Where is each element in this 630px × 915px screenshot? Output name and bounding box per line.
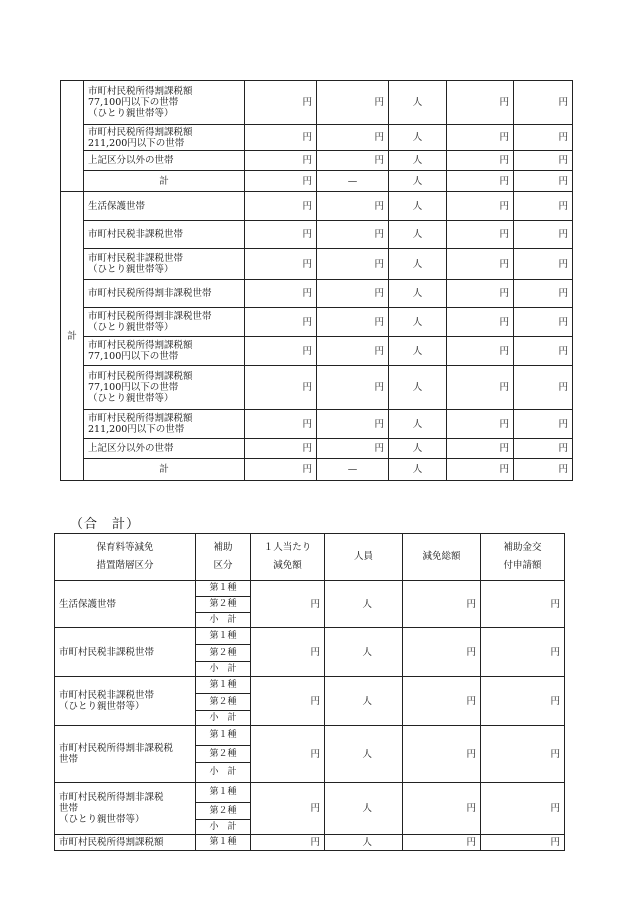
table-row <box>61 81 573 125</box>
monthly-amount: 円 <box>317 151 389 171</box>
people-count: 人 <box>389 308 447 337</box>
group-label: 生活保護世帯 <box>55 581 196 628</box>
table-row <box>61 221 573 249</box>
people-count: 人 <box>389 337 447 366</box>
total-row <box>61 171 573 192</box>
grant-amount: 円 <box>481 677 565 726</box>
monthly-amount: 円 <box>317 337 389 366</box>
monthly-amount: 円 <box>317 192 389 221</box>
subsidy-type-cell: 小 計 <box>196 613 251 628</box>
per-person-header <box>251 534 325 581</box>
people-count: 人 <box>325 628 403 677</box>
monthly-amount: 円 <box>317 81 389 125</box>
per-person-header-line2: 減免額 <box>273 560 302 571</box>
summary-row <box>55 581 565 597</box>
subsidy-type-header-line1: 補助 <box>213 542 233 553</box>
people-count: 人 <box>325 726 403 783</box>
monthly-amount: 円 <box>317 249 389 280</box>
people-count: 人 <box>389 366 447 410</box>
people-count: 人 <box>325 783 403 835</box>
row-label: 市町村民税所得割課税額 77,100円以下の世帯 （ひとり親世帯等） <box>84 366 245 410</box>
per-person-amount: 円 <box>245 171 317 192</box>
people-count: 人 <box>389 280 447 308</box>
subsidy-type-cell: 第１種 <box>196 835 251 851</box>
row-label: 上記区分以外の世帯 <box>84 439 245 459</box>
total-amount: 円 <box>447 125 514 151</box>
group-total-cell: 計 <box>61 192 84 481</box>
per-person-amount: 円 <box>251 677 325 726</box>
summary-row <box>55 628 565 645</box>
per-person-amount: 円 <box>245 125 317 151</box>
per-person-amount: 円 <box>245 308 317 337</box>
total-amount: 円 <box>447 151 514 171</box>
table-row <box>61 125 573 151</box>
per-person-amount: 円 <box>245 410 317 439</box>
row-label: 市町村民税所得割課税額 211,200円以下の世帯 <box>84 125 245 151</box>
people-count: 人 <box>389 192 447 221</box>
total-amount: 円 <box>447 439 514 459</box>
monthly-amount: 円 <box>317 221 389 249</box>
grant-amount: 円 <box>481 628 565 677</box>
grant-amount: 円 <box>514 439 573 459</box>
summary-row <box>55 783 565 803</box>
table-row <box>61 410 573 439</box>
subsidy-type-header <box>196 534 251 581</box>
subsidy-type-cell: 小 計 <box>196 763 251 783</box>
row-label: 市町村民税所得割課税額 77,100円以下の世帯 （ひとり親世帯等） <box>84 81 245 125</box>
people-count: 人 <box>389 171 447 192</box>
people-count: 人 <box>325 835 403 851</box>
table-row <box>61 439 573 459</box>
monthly-amount: 円 <box>317 280 389 308</box>
grant-amount: 円 <box>514 192 573 221</box>
row-label: 上記区分以外の世帯 <box>84 151 245 171</box>
subsidy-type-cell: 小 計 <box>196 711 251 726</box>
grant-amount: 円 <box>514 308 573 337</box>
subsidy-type-cell: 第１種 <box>196 628 251 645</box>
total-amount: 円 <box>447 221 514 249</box>
grant-header-line1: 補助金交 <box>503 542 542 553</box>
subsidy-type-cell: 第１種 <box>196 581 251 597</box>
table-row <box>61 249 573 280</box>
total-amount: 円 <box>403 726 481 783</box>
grant-amount: 円 <box>481 581 565 628</box>
group-label: 市町村民税非課税世帯 <box>55 628 196 677</box>
per-person-amount: 円 <box>245 151 317 171</box>
total-amount: 円 <box>447 366 514 410</box>
grant-amount: 円 <box>514 81 573 125</box>
total-amount: 円 <box>403 783 481 835</box>
dash-mark: — <box>317 459 389 481</box>
grant-amount: 円 <box>514 125 573 151</box>
table-row <box>61 192 573 221</box>
grant-header-line2: 付申請額 <box>503 560 542 571</box>
per-person-amount: 円 <box>251 628 325 677</box>
monthly-amount: 円 <box>317 308 389 337</box>
summary-row <box>55 835 565 851</box>
table-row <box>61 308 573 337</box>
total-row <box>61 459 573 481</box>
subsidy-type-header-line2: 区分 <box>213 560 233 571</box>
row-label: 生活保護世帯 <box>84 192 245 221</box>
total-amount: 円 <box>447 410 514 439</box>
per-person-amount: 円 <box>245 459 317 481</box>
subsidy-type-cell: 第１種 <box>196 677 251 694</box>
summary-header-row <box>55 534 565 581</box>
per-person-amount: 円 <box>251 581 325 628</box>
total-amount: 円 <box>403 677 481 726</box>
grant-amount: 円 <box>481 726 565 783</box>
summary-row <box>55 726 565 746</box>
grant-amount: 円 <box>514 366 573 410</box>
subsidy-type-cell: 第２種 <box>196 803 251 820</box>
people-count: 人 <box>389 221 447 249</box>
people-count: 人 <box>389 439 447 459</box>
table-row <box>61 280 573 308</box>
total-label: 計 <box>84 459 245 481</box>
row-label: 市町村民税所得割非課税世帯 （ひとり親世帯等） <box>84 308 245 337</box>
total-amount: 円 <box>447 337 514 366</box>
reduction-table <box>60 80 573 481</box>
per-person-amount: 円 <box>251 783 325 835</box>
per-person-amount: 円 <box>251 835 325 851</box>
subsidy-type-cell: 第１種 <box>196 726 251 746</box>
group-label: 市町村民税所得割課税額 <box>55 835 196 851</box>
subsidy-type-cell: 第２種 <box>196 597 251 613</box>
total-amount: 円 <box>447 192 514 221</box>
grant-amount: 円 <box>514 221 573 249</box>
people-count: 人 <box>389 410 447 439</box>
subsidy-type-cell: 第２種 <box>196 746 251 763</box>
row-label: 市町村民税非課税世帯 （ひとり親世帯等） <box>84 249 245 280</box>
summary-title: （合 計） <box>70 517 141 532</box>
subsidy-type-cell: 第２種 <box>196 645 251 662</box>
people-count: 人 <box>389 125 447 151</box>
grant-amount: 円 <box>514 151 573 171</box>
row-label: 市町村民税所得割課税額 77,100円以下の世帯 <box>84 337 245 366</box>
grant-amount: 円 <box>514 459 573 481</box>
people-count: 人 <box>389 459 447 481</box>
category-header-line1: 保育料等減免 <box>96 542 154 553</box>
per-person-amount: 円 <box>245 192 317 221</box>
row-label: 市町村民税非課税世帯 <box>84 221 245 249</box>
people-count: 人 <box>389 249 447 280</box>
total-amount: 円 <box>447 171 514 192</box>
people-count: 人 <box>325 581 403 628</box>
per-person-amount: 円 <box>245 249 317 280</box>
total-amount: 円 <box>447 249 514 280</box>
grant-amount: 円 <box>481 835 565 851</box>
per-person-amount: 円 <box>245 280 317 308</box>
subsidy-type-cell: 第２種 <box>196 694 251 711</box>
row-label: 市町村民税所得割課税額 211,200円以下の世帯 <box>84 410 245 439</box>
grant-amount: 円 <box>514 171 573 192</box>
dash-mark: — <box>317 171 389 192</box>
summary-table <box>54 533 565 851</box>
grant-header <box>481 534 565 581</box>
people-count: 人 <box>389 81 447 125</box>
per-person-amount: 円 <box>251 726 325 783</box>
people-header: 人員 <box>325 534 403 581</box>
people-count: 人 <box>389 151 447 171</box>
total-amount: 円 <box>447 459 514 481</box>
row-label: 市町村民税所得割非課税世帯 <box>84 280 245 308</box>
table-row <box>61 337 573 366</box>
monthly-amount: 円 <box>317 366 389 410</box>
total-amount: 円 <box>403 581 481 628</box>
category-header-line2: 措置階層区分 <box>96 560 154 571</box>
total-amount: 円 <box>447 308 514 337</box>
total-reduction-header: 減免総額 <box>403 534 481 581</box>
monthly-amount: 円 <box>317 410 389 439</box>
group-label: 市町村民税所得割非課税税 世帯 <box>55 726 196 783</box>
grant-amount: 円 <box>514 410 573 439</box>
grant-amount: 円 <box>481 783 565 835</box>
per-person-amount: 円 <box>245 366 317 410</box>
table-row <box>61 366 573 410</box>
total-amount: 円 <box>403 835 481 851</box>
grant-amount: 円 <box>514 249 573 280</box>
total-amount: 円 <box>403 628 481 677</box>
subsidy-type-cell: 小 計 <box>196 820 251 835</box>
per-person-amount: 円 <box>245 81 317 125</box>
monthly-amount: 円 <box>317 125 389 151</box>
per-person-amount: 円 <box>245 439 317 459</box>
monthly-amount: 円 <box>317 439 389 459</box>
category-header <box>55 534 196 581</box>
total-label: 計 <box>84 171 245 192</box>
per-person-amount: 円 <box>245 221 317 249</box>
people-count: 人 <box>325 677 403 726</box>
per-person-amount: 円 <box>245 337 317 366</box>
group-cell <box>61 81 84 192</box>
group-label: 市町村民税非課税世帯 （ひとり親世帯等） <box>55 677 196 726</box>
table-row <box>61 151 573 171</box>
summary-row <box>55 677 565 694</box>
subsidy-type-cell: 小 計 <box>196 662 251 677</box>
total-amount: 円 <box>447 81 514 125</box>
group-label: 市町村民税所得割非課税 世帯 （ひとり親世帯等） <box>55 783 196 835</box>
grant-amount: 円 <box>514 337 573 366</box>
total-amount: 円 <box>447 280 514 308</box>
subsidy-type-cell: 第１種 <box>196 783 251 803</box>
grant-amount: 円 <box>514 280 573 308</box>
per-person-header-line1: １人当たり <box>263 542 312 553</box>
